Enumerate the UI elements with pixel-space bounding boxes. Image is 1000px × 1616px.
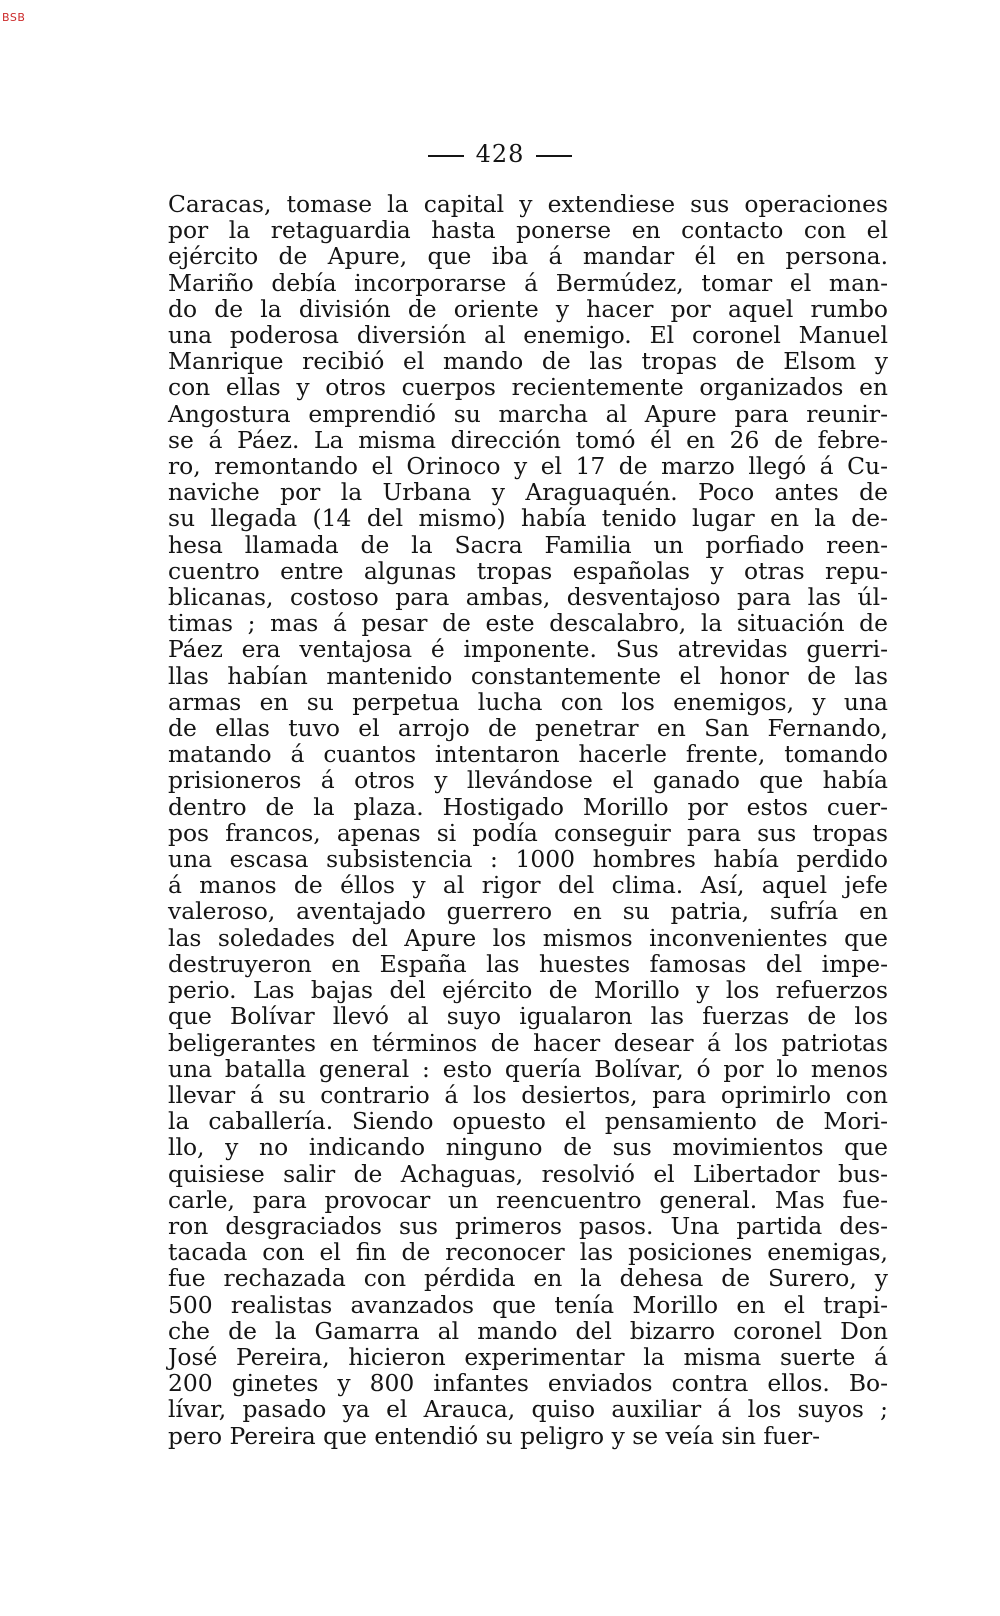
page-number-left-dash bbox=[428, 155, 464, 157]
text-line: fue rechazada con pérdida en la dehesa de Surero, y bbox=[168, 1264, 888, 1293]
text-line: quisiese salir de Achaguas, resolvió el Libertador bus- bbox=[168, 1159, 888, 1188]
page-number-right-dash bbox=[536, 155, 572, 157]
text-line: las soledades del Apure los mismos inconvenientes que bbox=[168, 923, 888, 952]
text-line: timas ; mas á pesar de este descalabro, la situación de bbox=[168, 609, 888, 638]
text-line: con ellas y otros cuerpos recientemente organizados en bbox=[168, 373, 888, 402]
text-line: carle, para provocar un reencuentro general. Mas fue- bbox=[168, 1185, 888, 1214]
text-line: dentro de la plaza. Hostigado Morillo por estos cuer- bbox=[168, 792, 888, 821]
text-line: llas habían mantenido constantemente el honor de las bbox=[168, 661, 888, 690]
text-line: una batalla general : esto quería Bolívar, ó por lo menos bbox=[168, 1054, 888, 1083]
text-line: do de la división de oriente y hacer por aquel rumbo bbox=[168, 294, 888, 323]
page-number-value: 428 bbox=[475, 140, 525, 168]
text-line: Caracas, tomase la capital y extendiese sus operaciones bbox=[168, 190, 888, 218]
text-line: Angostura emprendió su marcha al Apure para reunir- bbox=[168, 399, 888, 428]
text-line: beligerantes en términos de hacer desear á los patriotas bbox=[168, 1028, 888, 1057]
text-line: valeroso, aventajado guerrero en su patria, sufría en bbox=[168, 897, 888, 926]
text-line: 200 ginetes y 800 infantes enviados contra ellos. Bo- bbox=[168, 1369, 888, 1398]
text-line: prisioneros á otros y llevándose el ganado que había bbox=[168, 766, 888, 795]
text-line: llevar á su contrario á los desiertos, para oprimirlo con bbox=[168, 1080, 888, 1109]
text-line: su llegada (14 del mismo) había tenido lugar en la de- bbox=[168, 504, 888, 533]
text-line: José Pereira, hicieron experimentar la misma suerte á bbox=[168, 1342, 888, 1371]
text-line: 500 realistas avanzados que tenía Morillo en el trapi- bbox=[168, 1290, 888, 1319]
text-line: armas en su perpetua lucha con los enemigos, y una bbox=[168, 687, 888, 716]
text-line: ro, remontando el Orinoco y el 17 de marzo llegó á Cu- bbox=[168, 452, 888, 481]
text-line: se á Páez. La misma dirección tomó él en 26 de febre- bbox=[168, 425, 888, 454]
text-line: che de la Gamarra al mando del bizarro coronel Don bbox=[168, 1316, 888, 1345]
text-line: pero Pereira que entendió su peligro y se veía sin fuer- bbox=[168, 1421, 821, 1450]
text-line: Mariño debía incorporarse á Bermúdez, tomar el man- bbox=[168, 268, 888, 297]
page-number bbox=[0, 140, 1000, 168]
text-line: cuentro entre algunas tropas españolas y otras repu- bbox=[168, 556, 888, 585]
text-line: hesa llamada de la Sacra Familia un porfiado reen- bbox=[168, 530, 888, 559]
text-line: á manos de éllos y al rigor del clima. Así, aquel jefe bbox=[168, 871, 888, 900]
text-line: lívar, pasado ya el Arauca, quiso auxiliar á los suyos ; bbox=[168, 1395, 888, 1424]
text-line: naviche por la Urbana y Araguaquén. Poco antes de bbox=[168, 478, 888, 507]
text-line: ejército de Apure, que iba á mandar él en persona. bbox=[168, 242, 888, 271]
text-line: la caballería. Siendo opuesto el pensamiento de Mori- bbox=[168, 1107, 888, 1136]
text-line: una escasa subsistencia : 1000 hombres había perdido bbox=[168, 845, 888, 874]
text-line: pos francos, apenas si podía conseguir para sus tropas bbox=[168, 818, 888, 847]
text-line: ron desgraciados sus primeros pasos. Una partida des- bbox=[168, 1211, 888, 1240]
text-line: perio. Las bajas del ejército de Morillo y los refuerzos bbox=[168, 976, 888, 1005]
text-line: llo, y no indicando ninguno de sus movimientos que bbox=[168, 1133, 888, 1162]
text-line: una poderosa diversión al enemigo. El coronel Manuel bbox=[168, 321, 888, 350]
text-line: blicanas, costoso para ambas, desventajoso para las úl- bbox=[168, 583, 888, 612]
text-line: destruyeron en España las huestes famosas del impe- bbox=[168, 949, 888, 978]
library-watermark: BSB bbox=[2, 11, 26, 24]
text-line: que Bolívar llevó al suyo igualaron las fuerzas de los bbox=[168, 1002, 888, 1031]
text-line: matando á cuantos intentaron hacerle frente, tomando bbox=[168, 740, 888, 769]
text-line: de ellas tuvo el arrojo de penetrar en San Fernando, bbox=[168, 714, 888, 743]
text-line: Páez era ventajosa é imponente. Sus atrevidas guerri- bbox=[168, 635, 888, 664]
text-line: por la retaguardia hasta ponerse en contacto con el bbox=[168, 216, 888, 245]
body-text bbox=[168, 191, 888, 1449]
text-line: Manrique recibió el mando de las tropas de Elsom y bbox=[168, 347, 888, 376]
text-line: tacada con el fin de reconocer las posiciones enemigas, bbox=[168, 1238, 888, 1267]
